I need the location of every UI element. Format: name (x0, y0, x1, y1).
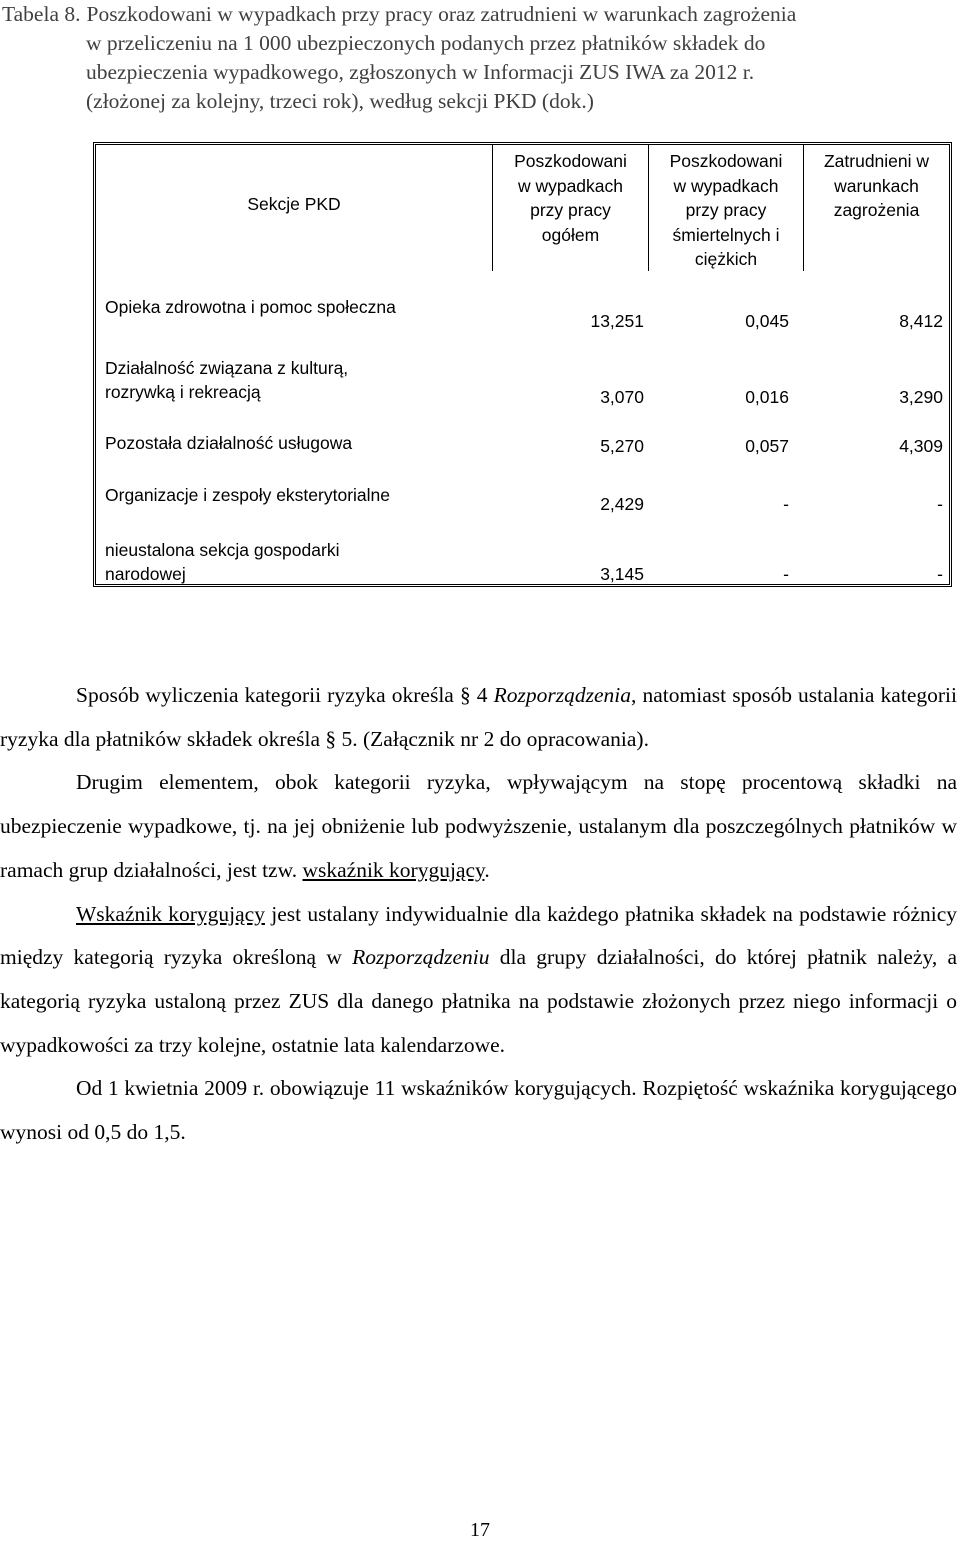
paragraph-text: dla grupy działalności, do której płatnik należy, a kategorią ryzyka ustaloną przez ZUS dla danego płatnika na podstawie złożonych przez niego informacji o wypadkowości za trzy kolejne, ostatnie lata kalendarzowe. (0, 945, 958, 1057)
wskaznik-korygujacy-term: wskaźnik korygujący (302, 857, 485, 882)
caption-line-4: (złożonej za kolejny, trzeci rok), według sekcji PKD (dok.) (86, 89, 594, 113)
header-col1-line: Poszkodowani (514, 151, 627, 171)
row-value-ogolem: 3,145 (600, 564, 644, 584)
page-number: 17 (470, 1519, 490, 1541)
paragraph-wskazniki-count: Od 1 kwietnia 2009 r. obowiązuje 11 wskaźników korygujących. Rozpiętość wskaźnika korygującego wynosi od 0,5 do 1,5. (0, 1076, 957, 1145)
row-label-line: narodowej (105, 564, 186, 584)
row-value-ogolem: 13,251 (590, 311, 644, 331)
row-value-ogolem: 3,070 (600, 387, 644, 407)
header-sekcje-label: Sekcje PKD (247, 193, 341, 214)
paragraph-text: Drugim elementem, obok kategorii ryzyka, wpływającym na stopę procentową składki na ubezpieczenie wypadkowe, tj. na jej obniżenie lub podwyższenie, ustalanym dla poszczególnych płatników w ramach grup działalności, jest tzw. (0, 770, 957, 882)
row-value-zatrudnieni: - (937, 494, 943, 514)
row-label-line: Działalność związana z kulturą, (105, 358, 349, 378)
paragraph-text: Sposób wyliczenia kategorii ryzyka określa § 4 (76, 683, 494, 707)
row-label-line: nieustalona sekcja gospodarki (105, 540, 340, 560)
header-col3-line: Zatrudnieni w (823, 151, 930, 171)
row-value-smiertelnych: 0,016 (745, 387, 789, 407)
header-poszkodowani-ogolem (492, 145, 649, 271)
header-zatrudnieni-zagrozenia (804, 145, 949, 271)
row-value-zatrudnieni: - (937, 564, 943, 584)
row-label (105, 356, 485, 404)
table-label: Tabela 8. (2, 2, 81, 26)
paragraph-risk-category (0, 674, 957, 761)
header-col2-line: ciężkich (694, 249, 758, 269)
row-label: Pozostała działalność usługowa (105, 433, 353, 453)
header-col1-line: w wypadkach (517, 175, 624, 196)
rozporzadzenie-term: Rozporządzenia (493, 683, 632, 707)
row-value-zatrudnieni: 4,309 (899, 436, 943, 456)
wskaznik-korygujacy-term: Wskaźnik korygujący (76, 901, 265, 926)
body-text (0, 674, 957, 1155)
row-label: Organizacje i zespoły eksterytorialne (105, 485, 390, 505)
row-value-ogolem: 2,429 (600, 494, 644, 514)
row-value-zatrudnieni: 8,412 (899, 311, 943, 331)
header-col2-line: przy pracy (685, 200, 767, 220)
paragraph-wskaznik-definition (0, 893, 957, 1068)
row-label: Opieka zdrowotna i pomoc społeczna (105, 297, 396, 317)
header-col2-line: śmiertelnych i (672, 224, 780, 245)
header-col2-line: w wypadkach (673, 175, 779, 196)
data-table (93, 142, 952, 587)
row-label (105, 538, 485, 586)
paragraph-second-element (0, 761, 957, 892)
paragraph-text: , natomiast sposób ustalania kategorii ryzyka dla płatników składek określa § 5. (Załącznik nr 2 do opracowania). (0, 683, 957, 751)
header-col3-line: warunkach (834, 175, 919, 196)
rozporzadzenie-term: Rozporządzeniu (352, 945, 490, 970)
header-col1-line: przy pracy (530, 200, 611, 220)
row-value-ogolem: 5,270 (600, 436, 644, 456)
row-value-smiertelnych: 0,045 (745, 311, 789, 331)
header-poszkodowani-smiertelnych (649, 145, 804, 271)
paragraph-text: jest ustalany indywidualnie dla każdego płatnika składek na podstawie różnicy między kategorią ryzyka określoną w (0, 901, 957, 970)
caption-line-3: ubezpieczenia wypadkowego, zgłoszonych w Informacji ZUS IWA za 2012 r. (86, 60, 755, 84)
header-col3-line: zagrożenia (833, 200, 920, 220)
header-col1-line: ogółem (541, 224, 600, 245)
row-label-line: rozrywką i rekreacją (105, 382, 261, 402)
header-col2-line: Poszkodowani (669, 151, 783, 171)
row-value-smiertelnych: - (783, 494, 789, 514)
paragraph-text: . (484, 857, 490, 882)
row-value-smiertelnych: - (783, 564, 789, 584)
header-sekcje-pkd (96, 145, 492, 263)
caption-line-1: Poszkodowani w wypadkach przy pracy oraz zatrudnieni w warunkach zagrożenia (86, 2, 797, 26)
table-caption (2, 0, 957, 116)
row-value-smiertelnych: 0,057 (745, 436, 789, 456)
row-value-zatrudnieni: 3,290 (899, 387, 943, 407)
caption-line-2: w przeliczeniu na 1 000 ubezpieczonych podanych przez płatników składek do (86, 31, 766, 55)
